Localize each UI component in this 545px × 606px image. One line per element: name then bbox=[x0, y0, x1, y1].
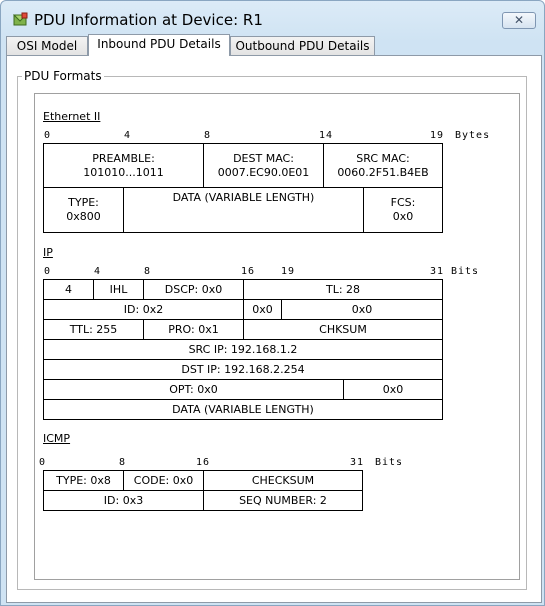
tab-inbound-pdu-details[interactable]: Inbound PDU Details bbox=[88, 34, 230, 56]
total-length-field: TL: 28 bbox=[243, 279, 443, 300]
ip-tick: 4 bbox=[94, 266, 102, 277]
title-bar[interactable] bbox=[1, 1, 544, 35]
icmp-unit: Bits bbox=[375, 457, 404, 468]
icmp-code-field: CODE: 0x0 bbox=[123, 470, 204, 491]
src-mac-field bbox=[323, 143, 443, 188]
icmp-section-title: ICMP bbox=[43, 432, 71, 445]
fcs-label: FCS: bbox=[390, 196, 416, 209]
padding-field: 0x0 bbox=[343, 379, 443, 400]
ip-version-field: 4 bbox=[43, 279, 94, 300]
tab-strip bbox=[6, 36, 542, 56]
ethernet-tick: 14 bbox=[319, 130, 334, 141]
ip-tick: 8 bbox=[144, 266, 152, 277]
type-field bbox=[43, 187, 124, 233]
ip-unit: Bits bbox=[451, 266, 480, 277]
preamble-label: PREAMBLE: bbox=[92, 151, 155, 165]
type-label: TYPE: bbox=[68, 196, 99, 209]
ethernet-section-title: Ethernet II bbox=[43, 110, 101, 123]
ip-tick: 0 bbox=[44, 266, 52, 277]
ip-checksum-field: CHKSUM bbox=[243, 319, 443, 340]
ip-tick: 16 bbox=[241, 266, 256, 277]
protocol-field: PRO: 0x1 bbox=[143, 319, 244, 340]
window-title: PDU Information at Device: R1 bbox=[34, 11, 263, 29]
tab-osi-model[interactable]: OSI Model bbox=[6, 36, 88, 56]
preamble-value: 101010...1011 bbox=[83, 165, 164, 179]
icmp-tick: 0 bbox=[39, 457, 47, 468]
ethernet-tick: 0 bbox=[44, 130, 52, 141]
close-icon: ✕ bbox=[513, 13, 525, 27]
packet-envelope-icon bbox=[13, 12, 29, 28]
group-label: PDU Formats bbox=[24, 69, 102, 83]
icmp-seq-field: SEQ NUMBER: 2 bbox=[203, 490, 363, 511]
fcs-value: 0x0 bbox=[392, 210, 414, 223]
ip-tick: 19 bbox=[281, 266, 296, 277]
ethernet-unit: Bytes bbox=[455, 130, 491, 141]
src-mac-label: SRC MAC: bbox=[356, 151, 410, 165]
identification-field: ID: 0x2 bbox=[43, 299, 244, 320]
dst-ip-field: DST IP: 192.168.2.254 bbox=[43, 359, 443, 380]
icmp-tick: 8 bbox=[119, 457, 127, 468]
dest-mac-label: DEST MAC: bbox=[233, 151, 294, 165]
ethernet-data-label: DATA (VARIABLE LENGTH) bbox=[172, 191, 315, 204]
ihl-field: IHL bbox=[93, 279, 144, 300]
tab-outbound-pdu-details[interactable]: Outbound PDU Details bbox=[230, 36, 375, 56]
icmp-type-field: TYPE: 0x8 bbox=[43, 470, 124, 491]
ethernet-tick: 19 bbox=[430, 130, 445, 141]
icmp-tick: 31 bbox=[350, 457, 365, 468]
icmp-id-field: ID: 0x3 bbox=[43, 490, 204, 511]
fragment-offset-field: 0x0 bbox=[281, 299, 443, 320]
ip-data-field: DATA (VARIABLE LENGTH) bbox=[43, 399, 443, 420]
close-button[interactable] bbox=[502, 12, 536, 29]
ip-section-title: IP bbox=[43, 246, 53, 259]
src-mac-value: 0060.2F51.B4EB bbox=[337, 165, 429, 179]
preamble-field bbox=[43, 143, 204, 188]
type-value: 0x800 bbox=[66, 210, 101, 223]
dscp-field: DSCP: 0x0 bbox=[143, 279, 244, 300]
fcs-field bbox=[363, 187, 443, 233]
ethernet-tick: 4 bbox=[124, 130, 132, 141]
ethernet-tick: 8 bbox=[204, 130, 212, 141]
dest-mac-value: 0007.EC90.0E01 bbox=[217, 165, 310, 179]
src-ip-field: SRC IP: 192.168.1.2 bbox=[43, 339, 443, 360]
flags-field: 0x0 bbox=[243, 299, 282, 320]
ttl-field: TTL: 255 bbox=[43, 319, 144, 340]
options-field: OPT: 0x0 bbox=[43, 379, 344, 400]
icmp-checksum-field: CHECKSUM bbox=[203, 470, 363, 491]
dest-mac-field bbox=[203, 143, 324, 188]
ip-tick: 31 bbox=[430, 266, 445, 277]
icmp-tick: 16 bbox=[196, 457, 211, 468]
ethernet-data-field bbox=[123, 187, 364, 233]
